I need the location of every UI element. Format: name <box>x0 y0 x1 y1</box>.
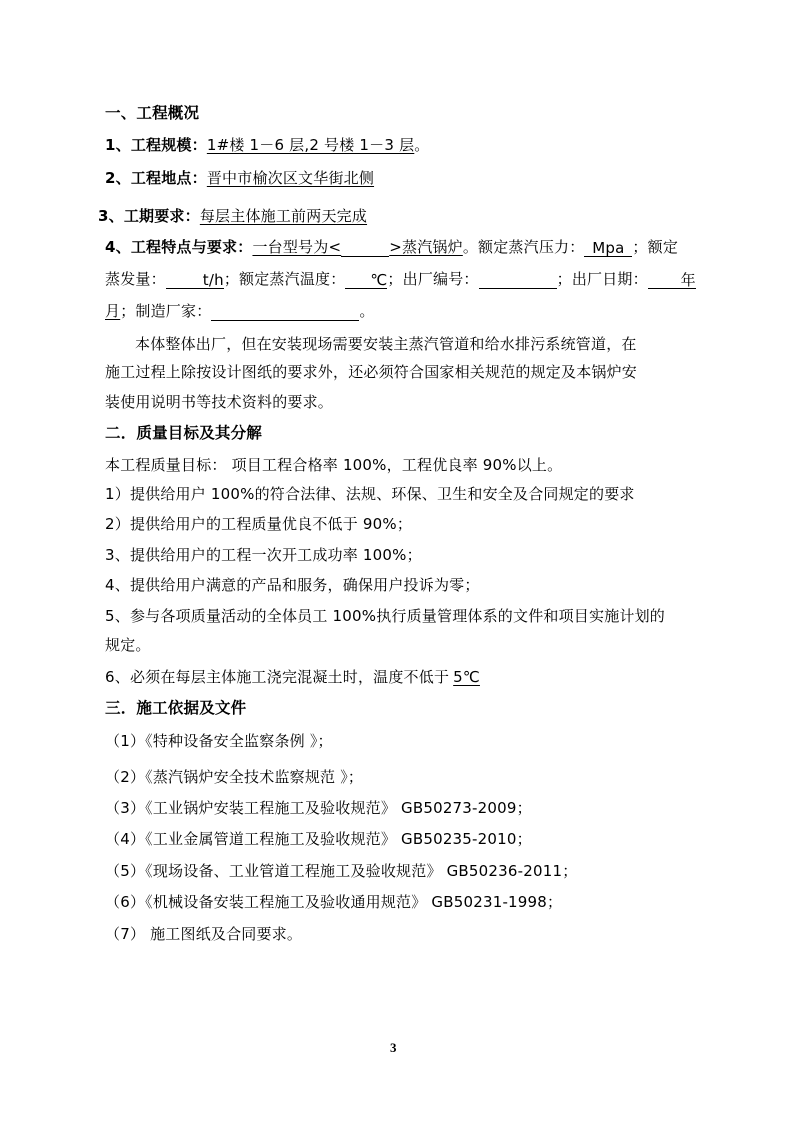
quality-item-1: 1）提供给用户 100%的符合法律、法规、环保、卫生和安全及合同规定的要求 <box>105 485 635 503</box>
quality-item-6 <box>105 667 480 687</box>
manufacturer-label: ；制造厂家： <box>120 302 212 320</box>
overview-paragraph-line-3: 装使用说明书等技术资料的要求。 <box>105 393 334 411</box>
steam-temp-blank <box>345 270 387 289</box>
quality-goal: 本工程质量目标： 项目工程合格率 100%，工程优良率 90%以上。 <box>105 456 563 474</box>
overview-paragraph-line-1: 本体整体出厂，但在安装现场需要安装主蒸汽管道和给水排污系统管道，在 <box>135 335 637 353</box>
project-features-line-2 <box>105 269 696 289</box>
quality-item-5-cont: 规定。 <box>105 636 151 654</box>
evaporation-unit: t/h <box>202 271 224 289</box>
project-features-line-1 <box>105 237 678 257</box>
page-number: 3 <box>390 1040 397 1055</box>
project-scale-value: 1#楼 1－6 层,2 号楼 1－3 层 <box>206 136 415 154</box>
manufacture-date-label: ；出厂日期： <box>556 270 648 288</box>
quality-item-6-value: 5℃ <box>453 668 480 686</box>
project-scale-end: 。 <box>414 136 430 154</box>
basis-item-4: （4）《工业金属管道工程施工及验收规范》 GB50235-2010； <box>105 830 532 848</box>
boiler-model-prefix: 一台型号为< <box>252 238 342 256</box>
manufacturer-end: 。 <box>359 302 375 320</box>
manufacturer-blank <box>211 302 359 321</box>
steam-temp-label: ；额定蒸汽温度： <box>223 270 346 288</box>
project-period-line <box>98 206 367 226</box>
boiler-model-suffix: >蒸汽锅炉 <box>389 238 463 256</box>
quality-item-4: 4、提供给用户满意的产品和服务，确保用户投诉为零； <box>105 576 480 594</box>
project-site-value: 晋中市榆次区文华街北侧 <box>206 169 375 187</box>
project-site-label: 2、工程地点： <box>105 169 207 187</box>
quality-item-6-text: 6、必须在每层主体施工浇完混凝土时，温度不低于 <box>105 668 450 686</box>
quality-item-5: 5、参与各项质量活动的全体员工 100%执行质量管理体系的文件和项目实施计划的 <box>105 607 665 625</box>
basis-item-3: （3）《工业锅炉安装工程施工及验收规范》 GB50273-2009； <box>105 799 532 817</box>
rated-pressure-blank <box>584 238 632 257</box>
overview-paragraph-line-2: 施工过程上除按设计图纸的要求外，还必须符合国家相关规范的规定及本锅炉安 <box>105 363 638 381</box>
section-title-quality: 二．质量目标及其分解 <box>105 424 263 442</box>
rated-pressure-unit: Mpa <box>592 239 625 257</box>
evaporation-blank <box>166 270 224 289</box>
manufacture-year-blank <box>648 270 696 289</box>
rated-pressure-label: 。额定蒸汽压力： <box>462 238 585 256</box>
basis-item-2: （2）《蒸汽锅炉安全技术监察规范 》； <box>105 768 364 786</box>
serial-number-label: ；出厂编号： <box>387 270 479 288</box>
basis-item-5: （5）《现场设备、工业管道工程施工及验收规范》 GB50236-2011； <box>105 862 578 880</box>
basis-item-1: （1）《特种设备安全监察条例 》； <box>105 732 333 750</box>
project-scale-line <box>105 135 430 155</box>
quality-item-2: 2）提供给用户的工程质量优良不低于 90%； <box>105 515 413 533</box>
quality-item-3: 3、提供给用户的工程一次开工成功率 100%； <box>105 546 422 564</box>
project-features-label: 4、工程特点与要求： <box>105 238 253 256</box>
project-site-line <box>105 168 374 188</box>
basis-item-6: （6）《机械设备安装工程施工及验收通用规范》 GB50231-1998； <box>105 893 563 911</box>
steam-temp-unit: ℃ <box>370 271 388 289</box>
evaporation-label: 蒸发量： <box>105 270 166 288</box>
basis-item-7: （7） 施工图纸及合同要求。 <box>105 925 303 943</box>
section-title-basis: 三．施工依据及文件 <box>105 699 247 717</box>
project-period-label: 3、工期要求： <box>98 207 200 225</box>
project-scale-label: 1、工程规模： <box>105 136 207 154</box>
manufacture-month-unit: 月 <box>105 302 121 320</box>
rated-label-end: ；额定 <box>632 238 679 256</box>
project-features-line-3 <box>105 301 375 321</box>
section-title-overview: 一、工程概况 <box>105 104 200 122</box>
boiler-model-blank <box>341 238 389 257</box>
serial-number-blank <box>479 270 557 289</box>
manufacture-year-unit: 年 <box>680 271 696 289</box>
project-period-value: 每层主体施工前两天完成 <box>199 207 368 225</box>
